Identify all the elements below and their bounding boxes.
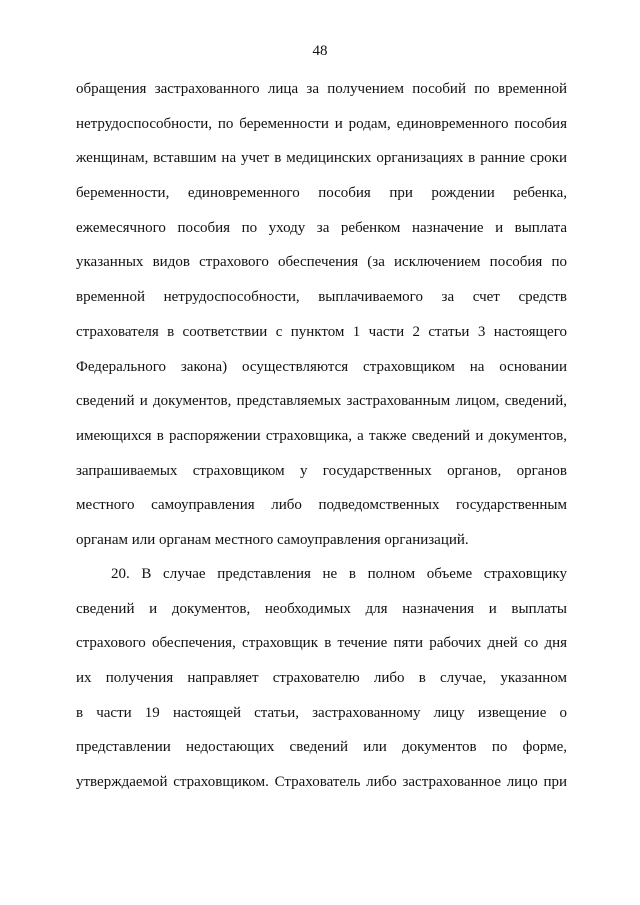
text-line: страхового обеспечения, страховщик в течение пяти рабочих дней со дня <box>76 635 567 652</box>
text-line: их получения направляет страхователю либо в случае, указанном <box>76 670 567 687</box>
text-line: 20. В случае представления не в полном объеме страховщику <box>111 566 567 582</box>
text-line: представлении недостающих сведений или документов по форме, <box>76 739 567 756</box>
text-line: указанных видов страхового обеспечения (за исключением пособия по <box>76 254 567 271</box>
text-line: временной нетрудоспособности, выплачиваемого за счет средств <box>76 289 567 306</box>
text-line: имеющихся в распоряжении страховщика, а также сведений и документов, <box>76 427 567 444</box>
text-line: сведений и документов, представляемых застрахованным лицом, сведений, <box>76 393 567 410</box>
text-line: органам или органам местного самоуправления организаций. <box>76 531 469 548</box>
text-line: в части 19 настоящей статьи, застрахованному лицу извещение о <box>76 704 567 721</box>
paragraph-item-20 <box>76 563 567 806</box>
text-line: ежемесячного пособия по уходу за ребенком назначение и выплата <box>76 219 567 236</box>
text-line: утверждаемой страховщиком. Страхователь либо застрахованное лицо при <box>76 774 567 791</box>
text-line: нетрудоспособности, по беременности и родам, единовременного пособия <box>76 115 567 132</box>
text-line: женщинам, вставшим на учет в медицинских организациях в ранние сроки <box>76 150 567 167</box>
page-number: 48 <box>312 43 328 59</box>
text-line: местного самоуправления либо подведомственных государственным <box>76 497 567 514</box>
text-line: Федерального закона) осуществляются страховщиком на основании <box>76 358 567 375</box>
text-line: обращения застрахованного лица за получением пособий по временной <box>76 81 567 97</box>
paragraph-continuation <box>76 78 567 564</box>
text-line: запрашиваемых страховщиком у государственных органов, органов <box>76 462 567 479</box>
text-line: страхователя в соответствии с пунктом 1 части 2 статьи 3 настоящего <box>76 323 567 340</box>
text-line: беременности, единовременного пособия при рождении ребенка, <box>76 185 567 202</box>
text-line: сведений и документов, необходимых для назначения и выплаты <box>76 600 567 617</box>
